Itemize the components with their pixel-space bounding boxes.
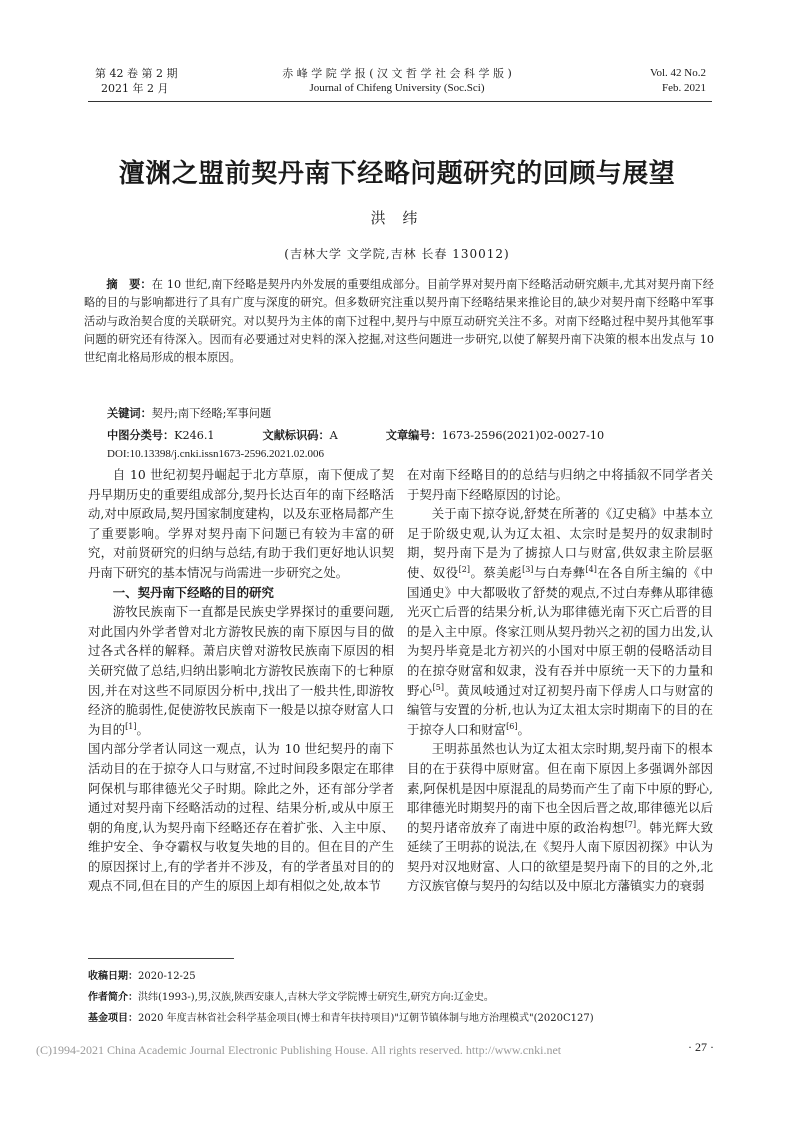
paper-title: 澶渊之盟前契丹南下经略问题研究的回顾与展望 — [118, 159, 676, 189]
fund-text: 2020 年度吉林省社会科学基金项目(博士和青年扶持项目)"辽朝节镇体制与地方治理模式"(2020C127) — [138, 1013, 594, 1024]
header-rule — [88, 101, 712, 102]
keywords-text: 契丹;南下经略;军事问题 — [151, 407, 272, 420]
author-bio-label: 作者简介： — [88, 992, 138, 1003]
citation-ref[interactable]: [1] — [125, 721, 137, 731]
author-affiliation: (吉林大学 文学院,吉林 长春 130012) — [284, 247, 510, 261]
article-number-value: 1673-2596(2021)02-0027-10 — [441, 429, 605, 442]
citation-ref[interactable]: [6] — [506, 721, 518, 731]
header-volume-en — [590, 66, 706, 96]
date-cn: 2021 年 2 月 — [101, 82, 169, 95]
citation-ref[interactable]: [5] — [432, 682, 444, 692]
paragraph-text: 王明荪虽然也认为辽太祖太宗时期,契丹南下的根本目的在于获得中原财富。但在南下原因上多强调外部因素,阿保机是因中原混乱的局势而产生了南下中原的野心,耶律德光时期契丹的南下也全因后晋之故,耶律德光以后的契丹诸帝放弃了南进中原的政治构想 — [407, 741, 713, 835]
paragraph-text: 。 — [136, 721, 149, 737]
volume-issue-en: Vol. 42 No.2 — [649, 67, 706, 79]
classification-line — [107, 427, 717, 444]
paragraph-text: 在各自所主编的《中国通史》中大都吸收了舒焚的观点,不过白寿彝从耶律德光灭亡后晋的结果分析,认为耶律德光南下灭亡后晋的目的是入主中原。佟家江则从契丹勃兴之初的国力出发,认为契丹毕竟是北方初兴的小国对中原王朝的侵略活动目的在掠夺财富和奴隶，没有吞并中原统一天下的力量和野心 — [407, 564, 714, 698]
copyright-footer: (C)1994-2021 China Academic Journal Electronic Publishing House. All rights reserved. http://www.cnki.net — [36, 1043, 562, 1057]
clc-value: K246.1 — [174, 429, 215, 442]
fund-label: 基金项目： — [88, 1013, 138, 1024]
section-heading: 一、契丹南下经略的目的研究 — [112, 584, 274, 600]
abstract-label: 摘 要： — [106, 278, 152, 291]
keywords-label: 关键词： — [107, 407, 152, 420]
date-en: Feb. 2021 — [662, 82, 706, 94]
paragraph — [407, 739, 713, 896]
page-number: · 27 · — [688, 1040, 714, 1054]
header-volume-cn — [95, 66, 215, 96]
footnote-fund — [88, 1011, 718, 1026]
abstract — [84, 276, 714, 367]
paragraph-text: 。 — [517, 721, 530, 737]
paper-author: 洪 纬 — [370, 209, 424, 227]
paragraph-text: 。韩光辉大致延续了王明荪的说法,在《契丹人南下原因初探》中认为契丹对汉地财富、人口的欲望是契丹南下的目的之外,北方汉族官僚与契丹的勾结以及中原北方藩镇实力的衰弱 — [407, 819, 714, 894]
citation-ref[interactable]: [7] — [624, 819, 637, 829]
paragraph: 在对南下经略目的的总结与归纳之中将插叙不同学者关于契丹南下经略原因的讨论。 — [407, 467, 713, 502]
citation-ref[interactable]: [2] — [458, 564, 470, 574]
journal-title-cn: 赤 峰 学 院 学 报 ( 汉 文 哲 学 社 会 科 学 版 ) — [282, 67, 512, 80]
footnote-author — [88, 990, 718, 1005]
paragraph-text: 与白寿彝 — [533, 564, 586, 580]
paragraph: 国内部分学者认同这一观点，认为 10 世纪契丹的南下活动目的在于掠夺人口与财富,不过时间段多限定在耶律阿保机与耶律德光父子时期。除此之外，还有部分学者通过对契丹南下经略活动的过程、结果分析,或从中原王朝的角度,认为契丹南下经略还存在着扩张、入主中原、维护安全、争夺霸权与收复失地的目的。但在目的产生的原因探讨上,有的学者并不涉及，有的学者虽对目的的观点不同,但在目的产生的原因上却有相似之处,故本节 — [88, 741, 394, 894]
doc-code-value: A — [329, 429, 338, 442]
footnote-received — [88, 969, 718, 984]
paragraph — [88, 602, 394, 739]
footnote-rule — [88, 958, 234, 959]
received-date: 2020-12-25 — [138, 971, 196, 982]
abstract-text: 在 10 世纪,南下经略是契丹内外发展的重要组成部分。目前学界对契丹南下经略活动研究颇丰,尤其对契丹南下经略的目的与影响都进行了具有广度与深度的研究。但多数研究注重以契丹南下经略结果来推论目的,缺少对契丹南下经略中军事活动与政治契合度的关联研究。对以契丹为主体的南下过程中,契丹与中原互动研究关注不多。对南下经略过程中契丹其他军事问题的研究还有待深入。因而有必要通过对史料的深入挖掘,对这些问题进一步研究,以使了解契丹南下决策的根本出发点与 10 世纪南北格局形成的根本原因。 — [84, 278, 714, 365]
paragraph-text: 。黄凤岐通过对辽初契丹南下俘虏人口与财富的编管与安置的分析,也认为辽太祖太宗时期南下的目的在于掠夺人口和财富 — [407, 682, 714, 737]
paragraph — [407, 504, 713, 739]
citation-ref[interactable]: [4] — [585, 564, 597, 574]
clc-label: 中图分类号： — [107, 429, 175, 442]
body-column-right — [407, 465, 713, 896]
volume-issue-cn: 第 42 卷 第 2 期 — [95, 67, 178, 80]
paragraph: 自 10 世纪初契丹崛起于北方草原，南下便成了契丹早期历史的重要组成部分,契丹长达百年的南下经略活动,对中原政局,契丹国家制度建构，以及东亚格局都产生了重要影响。学界对契丹南下问题已有较为丰富的研究，对前贤研究的归纳与总结,有助于我们更好地认识契丹南下研究的基本情况与尚需进一步研究之处。 — [88, 467, 394, 580]
header-journal — [220, 66, 574, 96]
body-column-left — [88, 465, 394, 896]
paragraph-text: 游牧民族南下一直都是民族史学界探讨的重要问题,对此国内外学者曾对北方游牧民族的南下原因与目的做过各式各样的解释。萧启庆曾对游牧民族南下原因的相关研究做了总结,归纳出影响北方游牧民族南下的七种原因,并在对这些不同原因分析中,找出了一般共性,即游牧经济的脆弱性,促使游牧民族南下一般是以掠夺财富人口为目的 — [88, 604, 394, 737]
doi: DOI:10.13398/j.cnki.issn1673-2596.2021.02.006 — [107, 448, 324, 460]
received-label: 收稿日期： — [88, 971, 138, 982]
keywords — [107, 405, 707, 422]
citation-ref[interactable]: [3] — [522, 564, 534, 574]
article-number-label: 文章编号： — [385, 429, 442, 442]
author-bio: 洪纬(1993-),男,汉族,陕西安康人,吉林大学文学院博士研究生,研究方向:辽金史。 — [138, 992, 494, 1003]
paragraph-text: 关于南下掠夺说,舒焚在所著的《辽史稿》中基本立足于阶级史观,认为辽太祖、太宗时是契丹的奴隶制时期，契丹南下是为了掳掠人口与财富,供奴隶主阶层驱使、奴役 — [407, 506, 713, 580]
paragraph-text: 。蔡美彪 — [469, 564, 523, 580]
doc-code-label: 文献标识码： — [262, 429, 330, 442]
journal-title-en: Journal of Chifeng University (Soc.Sci) — [309, 82, 485, 94]
